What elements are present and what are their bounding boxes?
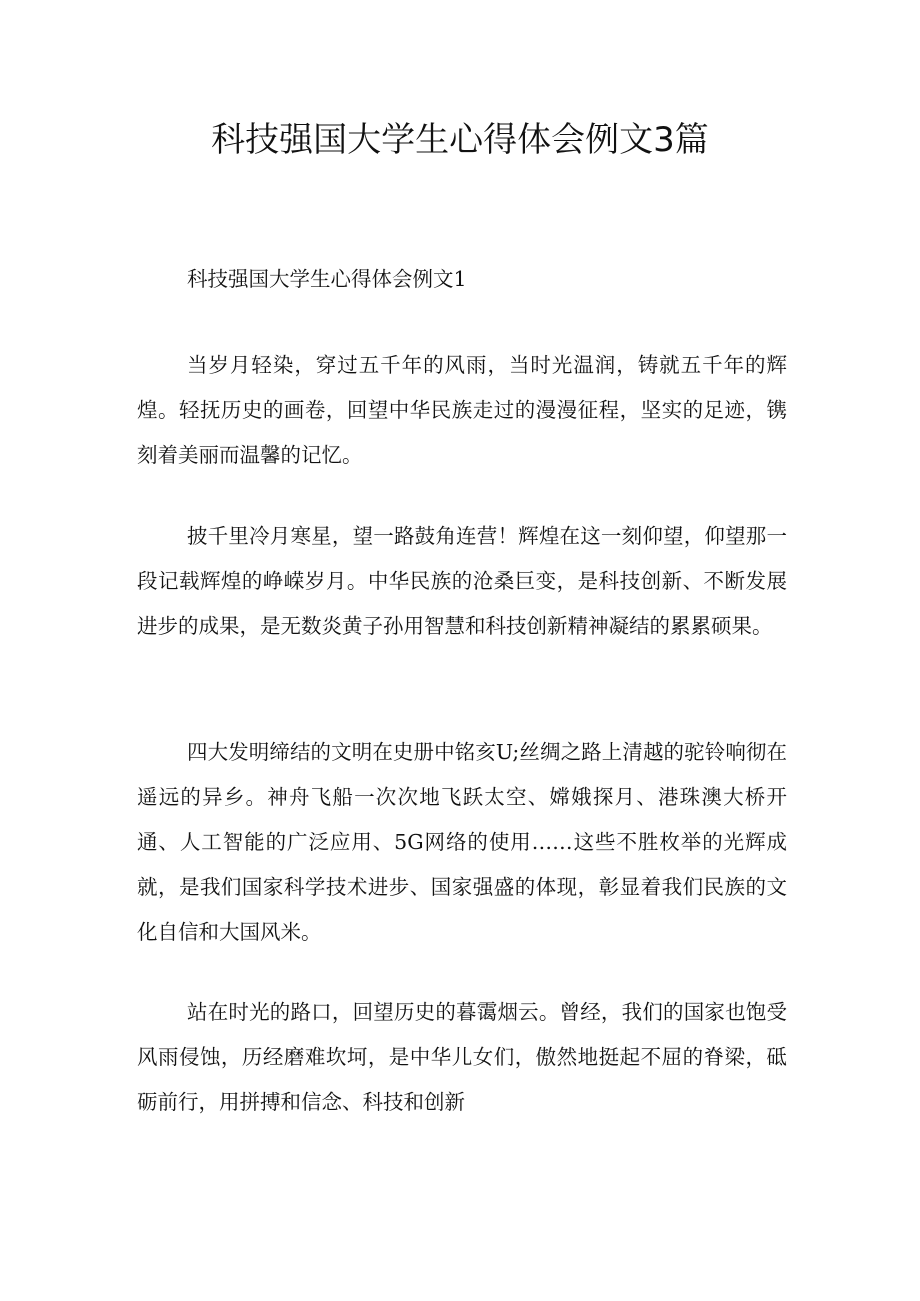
paragraph-4: 站在时光的路口，回望历史的暮霭烟云。曾经，我们的国家也饱受风雨侵蚀，历经磨难坎坷，是中华儿女们，傲然地挺起不屈的脊梁，砥砺前行，用拼搏和信念、科技和创新 bbox=[137, 1000, 787, 1114]
section-heading: 科技强国大学生心得体会例文1 bbox=[187, 267, 467, 291]
document-title: 科技强国大学生心得体会例文3篇 bbox=[211, 120, 709, 160]
paragraph-1: 当岁月轻染，穿过五千年的风雨，当时光温润，铸就五千年的辉煌。轻抚历史的画卷，回望中华民族走过的漫漫征程，坚实的足迹，镌刻着美丽而温馨的记忆。 bbox=[137, 353, 787, 467]
paragraph-2: 披千里冷月寒星，望一路鼓角连营！辉煌在这一刻仰望，仰望那一段记载辉煌的峥嵘岁月。中华民族的沧桑巨变，是科技创新、不断发展进步的成果，是无数炎黄子孙用智慧和科技创新精神凝结的累累硕果。 bbox=[137, 524, 787, 638]
paragraph-3: 四大发明缔结的文明在史册中铭亥U;丝绸之路上清越的驼铃响彻在遥远的异乡。神舟飞船一次次地飞跃太空、嫦娥探月、港珠澳大桥开通、人工智能的广泛应用、5G网络的使用……这些不胜枚举的光辉成就，是我们国家科学技术进步、国家强盛的体现，彰显着我们民族的文化自信和大国风米。 bbox=[137, 740, 787, 944]
